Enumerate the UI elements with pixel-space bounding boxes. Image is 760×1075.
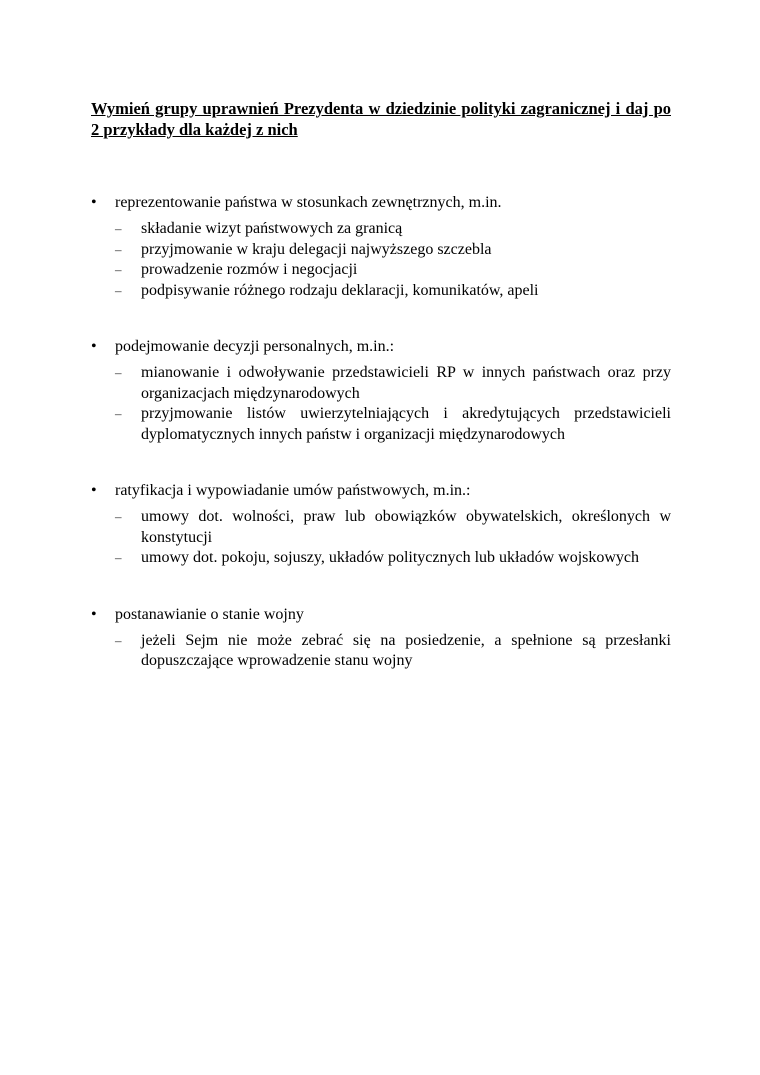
dash-icon: – [115, 221, 122, 236]
dash-icon: – [115, 632, 122, 648]
section-heading [91, 481, 671, 501]
section-heading-text: ratyfikacja i wypowiadanie umów państwowych, m.in.: [115, 482, 471, 499]
dash-icon: – [115, 550, 122, 565]
list-item-text: podpisywanie różnego rodzaju deklaracji, komunikatów, apeli [141, 281, 539, 299]
sub-item-list [91, 219, 671, 301]
list-item-text: prowadzenie rozmów i negocjacji [141, 261, 358, 278]
list-item [91, 363, 671, 404]
list-item-text: przyjmowanie listów uwierzytelniających i akredytujących przedstawicieli dyplomatycznych innych państw i organizacji międzynarodowych [141, 405, 671, 443]
section-state-of-war [91, 605, 671, 672]
dash-icon: – [115, 241, 122, 257]
sub-item-list [91, 631, 671, 672]
section-heading [91, 193, 671, 213]
section-heading-text: postanawianie o stanie wojny [115, 605, 304, 623]
document-page [91, 98, 671, 672]
document-title: Wymień grupy uprawnień Prezydenta w dziedzinie polityki zagranicznej i daj po 2 przykłady dla każdej z nich [91, 99, 671, 139]
section-heading-text: reprezentowanie państwa w stosunkach zewnętrznych, m.in. [115, 194, 502, 211]
list-item-text: mianowanie i odwoływanie przedstawicieli RP w innych państwach oraz przy organizacjach międzynarodowych [141, 364, 671, 402]
list-item-text: przyjmowanie w kraju delegacji najwyższego szczebla [141, 240, 492, 258]
dash-icon: – [115, 282, 122, 298]
section-heading [91, 337, 671, 357]
list-item-text: jeżeli Sejm nie może zebrać się na posiedzenie, a spełnione są przesłanki dopuszczające wprowadzenie stanu wojny [141, 631, 671, 669]
list-item [91, 260, 671, 281]
list-item-text: składanie wizyt państwowych za granicą [141, 220, 403, 237]
bullet-icon: • [91, 194, 97, 211]
list-item [91, 404, 671, 445]
section-heading [91, 605, 671, 625]
bullet-icon: • [91, 338, 97, 355]
list-item [91, 548, 671, 569]
list-item-text: umowy dot. wolności, praw lub obowiązków obywatelskich, określonych w konstytucji [141, 508, 671, 546]
section-ratification [91, 481, 671, 569]
sub-item-list [91, 507, 671, 569]
list-item [91, 240, 671, 261]
dash-icon: – [115, 406, 122, 421]
section-list [91, 193, 671, 672]
section-heading-text: podejmowanie decyzji personalnych, m.in.: [115, 338, 395, 355]
bullet-icon: • [91, 605, 97, 623]
sub-item-list [91, 363, 671, 445]
dash-icon: – [115, 365, 122, 380]
list-item [91, 507, 671, 548]
bullet-icon: • [91, 482, 97, 499]
list-item [91, 631, 671, 672]
list-item-text: umowy dot. pokoju, sojuszy, układów politycznych lub układów wojskowych [141, 549, 640, 566]
list-item [91, 281, 671, 302]
dash-icon: – [115, 262, 122, 277]
section-personnel-decisions [91, 337, 671, 445]
dash-icon: – [115, 509, 122, 524]
section-representation [91, 193, 671, 301]
list-item [91, 219, 671, 240]
